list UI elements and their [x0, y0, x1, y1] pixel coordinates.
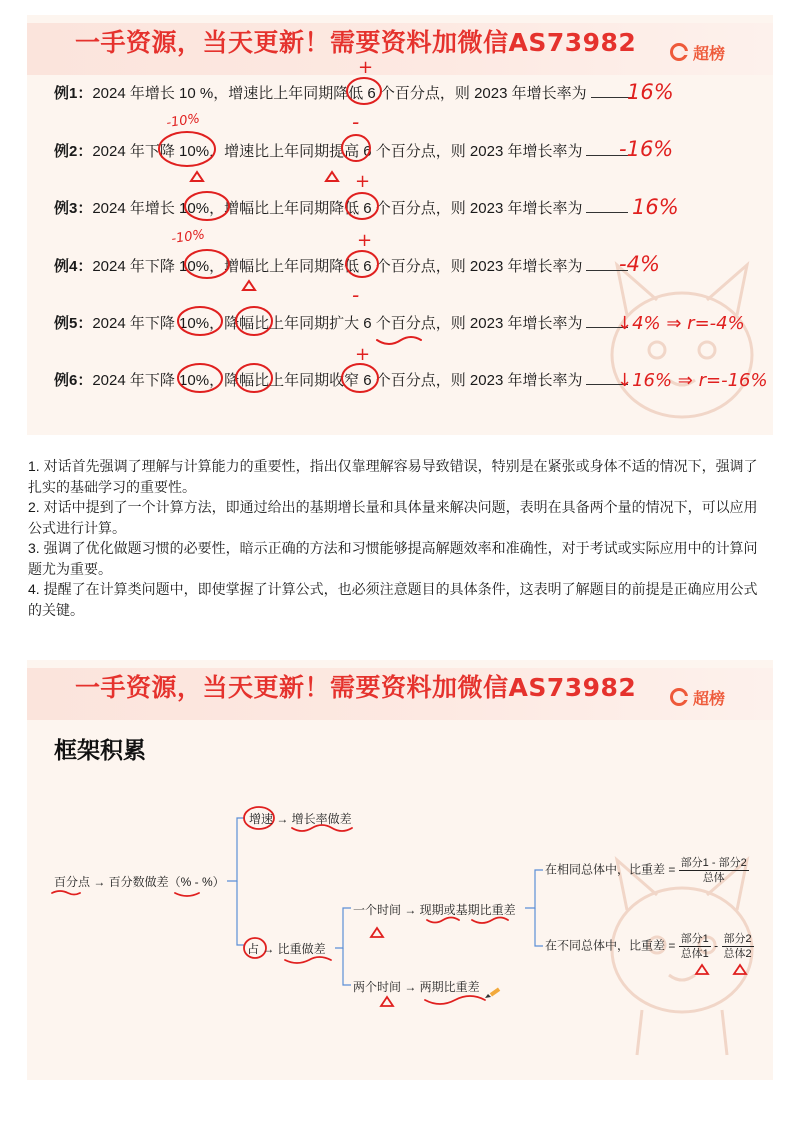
triangle-mark: [243, 281, 255, 290]
watermark-banner: 一手资源，当天更新！需要资料加微信AS73982: [75, 28, 637, 57]
same-total-formula: [545, 856, 749, 885]
example-label: 例4：: [54, 258, 93, 275]
fraction-numerator: 部分1: [680, 933, 709, 945]
brand-logo: [670, 686, 725, 708]
example-text: 2024 年下降 10%，增速比上年同期提高 6 个百分点，则 2023 年增长率为: [92, 143, 583, 160]
example-label: 例2：: [54, 143, 93, 160]
example-2: [54, 140, 628, 161]
fraction: [679, 856, 749, 885]
fraction-denominator: 总体2: [723, 948, 752, 960]
triangle-mark: [381, 997, 393, 1006]
brand-name: 超榜: [692, 688, 725, 708]
answer-mark: ↓4% ⇒ r=-4%: [617, 313, 745, 334]
sign-mark: +: [357, 230, 373, 251]
example-label: 例3：: [54, 200, 93, 217]
one-time-node: 一个时间 → 现期或基期比重差: [353, 903, 516, 917]
answer-mark: 16%: [627, 80, 674, 104]
section-title: 框架积累: [54, 738, 146, 764]
triangle-mark: [371, 928, 383, 937]
brand-name: 超榜: [692, 43, 725, 63]
answer-mark: 16%: [632, 195, 679, 219]
brand-logo: [670, 41, 725, 63]
pencil-icon: [485, 987, 500, 998]
fraction-numerator: 部分1 - 部分2: [680, 857, 747, 869]
answer-blank: [586, 313, 628, 328]
c-logo-icon: [670, 43, 688, 61]
example-6: [54, 369, 628, 390]
example-text: 2024 年增长 10%，增幅比上年同期降低 6 个百分点，则 2023 年增长率为: [92, 200, 583, 217]
answer-blank: [586, 141, 628, 156]
note-item: 4. 提醒了在计算类问题中，即使掌握了计算公式，也必须注意题目的具体条件，这表明了解题目的前提是正确应用公式的关键。: [28, 581, 758, 618]
branch-share-node: 占 → 比重做差: [247, 942, 326, 956]
example-1: [54, 82, 633, 103]
fraction-numerator: 部分2: [723, 933, 752, 945]
minus-sign: -: [714, 938, 719, 953]
note-item: 3. 强调了优化做题习惯的必要性，暗示正确的方法和习惯能够提高解题效率和准确性，对于考试或实际应用中的计算问题尤为重要。: [28, 540, 758, 577]
underline-mark: [427, 918, 459, 923]
example-label: 例5：: [54, 315, 93, 332]
example-5: [54, 312, 628, 333]
answer-mark: -4%: [619, 252, 660, 276]
answer-mark: ↓16% ⇒ r=-16%: [617, 370, 768, 391]
underline-mark: [285, 957, 331, 963]
answer-blank: [586, 370, 628, 385]
watermark-banner: 一手资源，当天更新！需要资料加微信AS73982: [75, 673, 637, 702]
example-label: 例6：: [54, 372, 93, 389]
triangle-mark: [326, 172, 338, 181]
note-item: 2. 对话中提到了一个计算方法，即通过给出的基期增长量和具体量来解决问题，表明在具备两个量的情况下，可以应用公式进行计算。: [28, 499, 758, 536]
example-4: [54, 255, 628, 276]
slide-examples: [27, 15, 773, 435]
example-text: 2024 年下降 10%，增幅比上年同期降低 6 个百分点，则 2023 年增长率为: [92, 258, 583, 275]
sign-mark: +: [355, 344, 371, 365]
triangle-mark: [734, 965, 746, 974]
fraction: [679, 932, 711, 961]
sign-mark: -: [352, 283, 360, 307]
fraction-denominator: 总体1: [680, 948, 709, 960]
fraction: [722, 932, 754, 961]
answer-blank: [586, 198, 628, 213]
branch-growth-node: 增速 → 增长率做差: [249, 812, 352, 826]
example-text: 2024 年下降 10%，降幅比上年同期收窄 6 个百分点，则 2023 年增长率为: [92, 372, 583, 389]
sign-mark: -: [352, 110, 360, 134]
same-total-label: 在相同总体中，比重差 =: [545, 862, 676, 877]
example-label: 例1：: [54, 85, 93, 102]
answer-mark: -16%: [619, 137, 674, 161]
answer-blank: [586, 256, 628, 271]
underline-mark: [377, 337, 421, 344]
root-node: 百分点 → 百分数做差（% - %）: [54, 875, 225, 889]
c-logo-icon: [670, 688, 688, 706]
triangle-mark: [696, 965, 708, 974]
diff-total-label: 在不同总体中，比重差 =: [545, 938, 676, 953]
fraction-denominator: 总体: [702, 872, 725, 884]
answer-blank: [591, 83, 633, 98]
underline-mark: [425, 996, 485, 1004]
triangle-mark: [191, 172, 203, 181]
neg-ten-mark: -10%: [165, 111, 201, 131]
underline-mark: [175, 893, 199, 896]
two-time-node: 两个时间 → 两期比重差: [353, 980, 480, 994]
neg-ten-mark: -10%: [170, 227, 206, 247]
slide-framework: [27, 660, 773, 1080]
example-3: [54, 197, 628, 218]
note-item: 1. 对话首先强调了理解与计算能力的重要性，指出仅靠理解容易导致错误，特别是在紧张或身体不适的情况下，强调了扎实的基础学习的重要性。: [28, 458, 758, 495]
diff-total-formula: [545, 932, 754, 961]
summary-notes: [28, 456, 768, 620]
example-text: 2024 年增长 10 %，增速比上年同期降低 6 个百分点，则 2023 年增长率为: [92, 85, 587, 102]
example-text: 2024 年下降 10%，降幅比上年同期扩大 6 个百分点，则 2023 年增长率为: [92, 315, 583, 332]
sign-mark: +: [358, 57, 374, 78]
underline-mark: [52, 891, 80, 895]
underline-mark: [472, 918, 508, 924]
sign-mark: +: [355, 171, 371, 192]
